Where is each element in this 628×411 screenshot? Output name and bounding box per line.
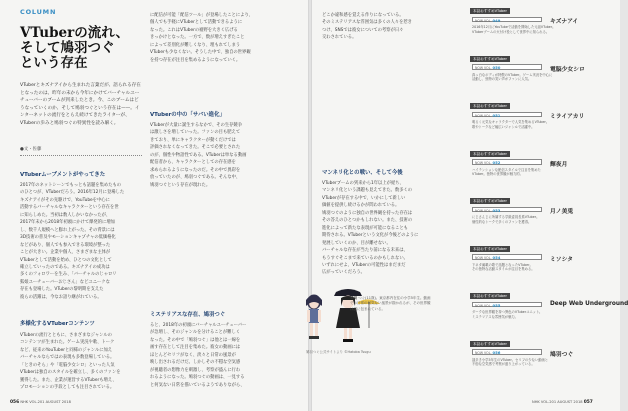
issue-number: 051 (492, 112, 501, 118)
description-line: ハイテンションな配信スタイルで注目を集めた (472, 167, 541, 172)
character-figure-left (306, 295, 322, 340)
description-line: 下ネタ満載の歌で話題となったVTuber。 (472, 262, 533, 267)
body-line: ると、2018年の初頭にバーチャルユーチューバー (150, 323, 247, 328)
body-line: と何気ない日常を描いているようでありながら、 (150, 382, 245, 388)
left-footer (10, 400, 71, 405)
sidebar-entry-description (472, 120, 612, 129)
body-line: もうすぐそこまで来ているのかもしれない。 (322, 255, 408, 261)
body-line: VTuberが存在する中で、いかにして新しい (322, 195, 406, 201)
article-title (20, 26, 142, 71)
right-footer (532, 400, 593, 405)
body-column-1 (20, 182, 142, 310)
right-page-number: 057 (583, 400, 593, 405)
section-heading-1: VTuberムーブメントがやってきた (20, 172, 106, 178)
issue-prefix: NOW VOL. (475, 256, 493, 260)
description-line: その独特な活動スタイルが注目を集める。 (472, 267, 535, 272)
sidebar-entry-description (472, 215, 612, 224)
body-line: 多くのフォロワーを生み、「バーチャルのじゃロリ (20, 272, 117, 278)
body-line: 発展していくのか、目が離せない。 (322, 240, 391, 246)
lead-paragraph: VTuberとキズナアイから生まれた言葉だが、語られる存在となったのは、昨年の末から今年にかけてバーチャルユーチューバーのブームが到来したとき。今、このブームはどうなっていくのか、そして鳩羽つぐという存在は——。インターネットの流行をとらえ続けてきたライターが、VTuberの歩みと鳩羽つぐの特異性を読み解く。 (20, 83, 141, 126)
sidebar-entry-tag: 本誌おすすめVTuber (470, 8, 510, 14)
body-line: 狐娘ユーチューバーおじさん」などユニークな (20, 279, 110, 285)
body-column-3b (150, 122, 278, 302)
body-line: 彼らの活躍は、今なお語り継がれている。 (20, 294, 102, 300)
body-line: が急増し、そのジャンルを分けることが難しく (150, 330, 241, 336)
vtuber-sidebar (470, 8, 628, 391)
body-line: 配信者から、キャラクターとしての存在感を (150, 160, 236, 166)
description-line: VTuberブームの火付け役として世界中に知られる。 (472, 29, 550, 34)
issue-number: 055 (492, 302, 501, 308)
sidebar-entry-issue-box (472, 159, 542, 165)
body-line: が視聴者の想像力を刺激し、考察が盛んに行わ (150, 367, 241, 373)
body-column-3a (150, 12, 278, 72)
divider (20, 155, 142, 156)
body-line: VTuberが大量に誕生するなかで、その生存競争 (150, 123, 243, 128)
body-line: 活動するバーチャルなキャラクターという存在を世 (20, 205, 119, 211)
section-heading-3: VTuberの中の「サバい進化」 (150, 112, 225, 118)
column-label: COLUMN (20, 8, 57, 16)
body-line: 求められるようになったのだ。その中で異彩を (150, 167, 241, 173)
sidebar-entry-issue-box (472, 254, 542, 260)
sidebar-entry-issue-box (472, 302, 542, 308)
body-line: を持つ存在が注目を集めるようになっていく。 (150, 57, 241, 63)
issue-number: 053 (492, 207, 501, 213)
body-line: に配信が可能「配信ツール」が登場したことにより、 (150, 13, 254, 18)
body-line: 3D技術の普及やモーションキャプチャの低価格化 (20, 235, 116, 241)
sidebar-entry-name: 鳩羽つぐ (550, 351, 574, 358)
description-line: 2016年12月にYouTubeで活動を開始した元祖VTuber。 (472, 25, 556, 29)
body-line: 2017年のネットシーンでもっとも話題を集めたもの (20, 183, 122, 188)
body-line: に知らしめた。当初は数人しかいなかったが、 (20, 212, 111, 218)
figure-caption (350, 296, 432, 312)
body-line: によって差別化が難しくなり、埋もれてしまう (150, 42, 241, 48)
body-line: その答えのひとつかもしれない。また、技術の (322, 218, 413, 224)
issue-prefix: NOW VOL. (475, 303, 493, 308)
description-line: にじさんじに所属する学級委員長系VTuber。 (472, 215, 540, 219)
sidebar-entry-issue-box (472, 112, 542, 118)
sidebar-entry-description (472, 263, 612, 272)
body-line: 確立していったのである。キズナアイの成功は (20, 264, 110, 270)
body-line: 交わされている。 (322, 35, 357, 41)
sidebar-entry-description (472, 25, 612, 34)
issue-number: 049 (492, 17, 501, 23)
body-column-2 (20, 332, 142, 394)
left-page-number: 056 (10, 400, 20, 405)
title-line-2: そして鳩羽つぐ (20, 40, 115, 56)
title-line-1: VTuberの流れ、 (20, 25, 130, 41)
description-line: 個性的なトークで多くのファンを獲得。 (472, 219, 532, 224)
section-heading-5: マンネリ化との戦い、そして今後 (322, 170, 403, 176)
body-line: し、数千人規模へと膨れ上がった。その背景には (20, 227, 115, 233)
sidebar-entry-issue-box (472, 17, 542, 23)
body-line: そのミステリアスな雰囲気は多くの人々を惹き (322, 20, 412, 26)
description-line: 明るく元気なキャラクターで人気を集めるVTuber。 (472, 120, 550, 124)
sidebar-entry-description (472, 358, 612, 367)
body-line: VTuberも少なくない。そうした中で、独自の世界観 (150, 50, 251, 56)
sidebar-entry-description (472, 310, 612, 319)
issue-prefix: NOW VOL. (475, 161, 493, 165)
body-line: は激しさを増していった。ファンの目も肥えて (150, 130, 241, 136)
body-line: 鳩羽つぐという存在が現れた。 (150, 182, 211, 188)
body-line: 「ときのそら」や「電脳少女シロ」といった人気 (20, 362, 115, 368)
body-line: など、従来のYouTuberと同様のジャンルに加え (20, 347, 113, 353)
body-line: 鳩羽つぐのように独自の世界観を持った存在は (322, 210, 413, 216)
body-line: どこか違和感を覚える作りになっている。 (322, 13, 404, 18)
body-line: きており、単にキャラクターが動くだけでは (150, 137, 236, 143)
body-line: 広がっていくだろう。 (322, 270, 365, 276)
issue-prefix: NOW VOL. (475, 351, 493, 355)
left-footer-text: NHK VOL.201 AUGUST 2018 (20, 400, 71, 404)
body-line: VTuberの流行とともに、さまざまなジャンルの (20, 333, 112, 338)
description-line: 謎多き小学5年生のVTuber。セリフの少ない動画と (472, 357, 549, 362)
body-line: 進化によって新たな表現が可能になることも (322, 225, 408, 231)
figure-caption-text: つぐ(11歳)。東京都内在住の小学5年生。動画では日常の何気ない風景が描かれるが、その世界観は謎に包まれている。 (350, 296, 431, 311)
issue-number: 052 (492, 160, 501, 165)
sidebar-entry-name: Deep Web Underground (550, 301, 628, 307)
description-line: ミステリアスな雰囲気が魅力。 (472, 314, 518, 319)
body-line: 期待される。VTuberという文化が今後どのように (322, 233, 419, 239)
body-line: 評価されなくなってきた。そこで必要とされた (150, 145, 241, 151)
byline: ●文・佐藤 (20, 147, 42, 152)
body-line: 2017年末から2018年初頭にかけて爆発的に増加 (20, 220, 115, 226)
issue-prefix: NOW VOL. (475, 208, 493, 213)
sidebar-entry-tag: 本誌おすすめVTuber (470, 56, 510, 62)
body-line: 存在も登場した。VTuberの黎明期を支えた (20, 287, 104, 293)
body-line: VTuberは独自のスタイルを確立し、多くのファンを (20, 370, 121, 376)
body-line: バーチャルな存在が当たり前になる未来は、 (322, 248, 408, 254)
body-line: のひとつが、VTuberだろう。2016年12月に登場した (20, 190, 125, 196)
body-line: 放っていたのが、鳩羽つぐである。そんな中、 (150, 175, 241, 181)
body-line: ことが大きい。企業や個人、さまざまな主体が (20, 250, 111, 256)
section-heading-2: 多様化するVTuberコンテンツ (20, 321, 95, 327)
body-line: マンネリ化という課題も見えてきた。数多くの (322, 188, 413, 194)
body-line: などがあり、個人でも参入できる環境が整った (20, 242, 111, 248)
sidebar-entry-tag: 本誌おすすめVTuber (470, 198, 510, 204)
issue-prefix: NOW VOL. (475, 18, 493, 23)
body-line: キズナアイがその先駆けで、YouTubeを中心に (20, 197, 110, 203)
sidebar-entry-tag: 本誌おすすめVTuber (470, 151, 510, 157)
body-line: れるようになった。鳩羽つぐの動画は、一見する (150, 375, 245, 381)
issue-number: 056 (492, 350, 501, 355)
body-line: プロモーションの手段としても注目されている。 (20, 385, 115, 391)
sidebar-entry-tag: 本誌おすすめVTuber (470, 103, 510, 109)
body-line: 映し出されるだけだ。しかしその不穏な空気感 (150, 360, 241, 366)
body-line: いずれにせよ、VTuberの可能性はまだまだ (322, 262, 406, 268)
sidebar-entry-name: 月ノ美兎 (550, 209, 574, 215)
body-line: つけ、SNSでは彼女についての考察が日々 (322, 27, 404, 33)
body-line: 画す存在として注目を集めた。彼女の動画には (150, 345, 241, 351)
sidebar-entry-issue-box (472, 64, 542, 70)
description-line: ダークな世界観を持つ異色のVTuberユニット。 (472, 310, 543, 314)
sidebar-entry-tag: 本誌おすすめVTuber (470, 246, 510, 252)
body-line: のが、個性や物語性である。VTuberは単なる動画 (150, 152, 247, 158)
issue-number: 054 (492, 255, 501, 260)
sidebar-entry-name: 電脳少女シロ (550, 66, 585, 73)
section-heading-4: ミステリアスな存在、鳩羽つぐ (150, 312, 226, 318)
description-line: VTuber。独特の世界観が魅力的。 (472, 172, 523, 177)
description-line: 歌やトークなど幅広いジャンルで活躍中。 (472, 124, 535, 129)
body-line: なった。これはVTuberの裾野を大きく広げる (150, 27, 238, 33)
sidebar-entry-tag: 本誌おすすめVTuber (470, 341, 510, 347)
body-line: 個人でも手軽にVTuberとして活動できるように (150, 20, 243, 26)
body-line: VTuberブームの到来から1年以上が経ち、 (322, 181, 404, 186)
body-line: きっかけとなった。一方で、数が増えすぎたこと (150, 35, 245, 41)
body-column-5b (322, 180, 452, 280)
sidebar-entry-description (472, 73, 612, 82)
body-line: VTuberとして活動を始め、ひとつの文化として (20, 257, 112, 263)
title-line-3: という存在 (20, 55, 88, 71)
sidebar-entry-name: 輝夜月 (550, 161, 568, 168)
body-column-5a (322, 12, 452, 162)
sidebar-entry-name: ミライアカリ (550, 114, 585, 120)
body-line: コンテンツが生まれた。ゲーム実況や歌、トーク (20, 340, 115, 346)
issue-number: 050 (492, 65, 501, 70)
description-line: 不穏な空気感で考察が盛り上がっている。 (472, 362, 535, 367)
body-line: 価値を提供し続けるかが問われている。 (322, 203, 400, 209)
sidebar-entry-issue-box (472, 207, 542, 213)
description-line: 活動し、独特の笑い声がファンに人気。 (472, 77, 532, 82)
sidebar-entry-issue-box (472, 349, 542, 355)
issue-prefix: NOW VOL. (475, 66, 493, 70)
body-column-4 (150, 322, 278, 394)
body-line: ほとんどセリフがなく、淡々と日常の風景が (150, 352, 236, 358)
figure-caption-title: 鳩羽 (350, 296, 357, 300)
left-page (0, 0, 308, 411)
sidebar-entry-description (472, 168, 612, 177)
body-line: なった。その中で「鳩羽つぐ」は他とは一線を (150, 337, 241, 343)
body-line: 獲得した。また、企業が運営するVTuberも増え、 (20, 377, 117, 383)
sidebar-entry-tag: 本誌おすすめVTuber (470, 293, 510, 299)
sidebar-entry-name: キズナアイ (550, 19, 579, 25)
description-line: 真っ白なボディが特徴のVTuber。ゲーム実況を中心に (472, 72, 553, 77)
sidebar-entry-name: ミソシタ (550, 256, 573, 263)
issue-prefix: NOW VOL. (475, 113, 493, 118)
right-footer-text: NHK VOL.201 AUGUST 2018 (532, 400, 583, 404)
figure-credit: 鳩羽つぐ公式サイトより ©Hatoba Tsugu (306, 350, 371, 354)
body-line: バーチャルならではの表現も多数登場している。 (20, 355, 115, 361)
